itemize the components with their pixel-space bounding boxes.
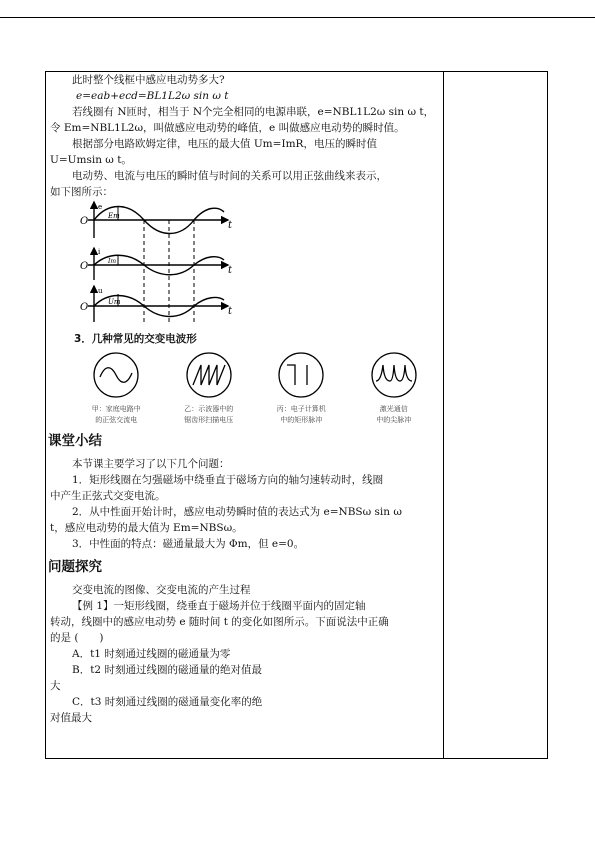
graph-current — [80, 248, 233, 280]
waveform-sawtooth — [163, 351, 256, 426]
lesson-content — [50, 72, 440, 726]
para-figure-intro: 如下图所示： — [50, 186, 113, 198]
waveform-spike-caption1: 激光通信 — [379, 405, 408, 413]
header-rule — [0, 17, 595, 18]
summary-point2b: t，感应电动势的最大值为 Em=NBSω。 — [50, 522, 243, 534]
waveform-pulse-caption2: 中的矩形脉冲 — [280, 416, 323, 424]
question-line: 此时整个线框中感应电动势多大? — [72, 74, 225, 86]
sine-wave-icon — [88, 351, 144, 399]
sawtooth-wave-icon — [181, 351, 237, 399]
graph-emf-peak: Em — [108, 212, 120, 220]
summary-intro: 本节课主要学习了以下几个问题： — [72, 458, 230, 470]
waveform-sawtooth-caption2: 锯齿形扫描电压 — [184, 416, 234, 424]
summary-point1a: 1．矩形线圈在匀强磁场中绕垂直于磁场方向的轴匀速转动时，线圈 — [72, 474, 384, 486]
waveform-examples — [70, 351, 440, 426]
rectangular-pulse-icon — [273, 351, 329, 399]
explore-topic: 交变电流的图像、交变电流的产生过程 — [72, 584, 251, 596]
graph-emf-origin: O — [80, 216, 89, 227]
example1-line3: 的是 ( ) — [50, 632, 104, 644]
graph-emf-ylabel: e — [98, 203, 103, 211]
section-explore-title: 问题探究 — [48, 559, 102, 575]
graph-emf-t: t — [228, 220, 233, 231]
waveform-sine-caption1: 甲：家庭电路中 — [91, 405, 141, 413]
example1-line1: 【例 1】一矩形线圈，绕垂直于磁场并位于线圈平面内的固定轴 — [72, 600, 366, 612]
waveform-spike — [348, 351, 441, 426]
section-summary-title: 课堂小结 — [48, 433, 102, 449]
graph-voltage-ylabel: u — [98, 287, 103, 295]
option-c: C．t3 时刻通过线圈的磁通量变化率的绝 — [72, 696, 263, 708]
waveform-pulse-caption1: 丙：电子计算机 — [276, 405, 326, 413]
waveform-sine — [70, 351, 163, 426]
para-ohm-law: 根据部分电路欧姆定律，电压的最大值 Um=ImR，电压的瞬时值 — [72, 138, 377, 150]
graph-current-t: t — [228, 265, 233, 276]
graph-current-ylabel: i — [98, 248, 101, 256]
graph-voltage-origin: O — [80, 302, 89, 313]
waveform-spike-caption2: 中的尖脉冲 — [376, 416, 412, 424]
spike-pulse-icon — [366, 351, 422, 399]
formula-emf: e=eab+ecd=BL1L2ω sin ω t — [76, 90, 229, 102]
example1-line2: 转动，线圈中的感应电动势 e 随时间 t 的变化如图所示。下面说法中正确 — [50, 616, 389, 628]
column-divider — [443, 71, 444, 759]
waveform-sawtooth-caption1: 乙：示波器中的 — [184, 405, 234, 413]
para-n-turns: 若线圈有 N匝时，相当于 N个完全相同的电源串联，e=NBL1L2ω sin ω t， — [72, 106, 435, 118]
summary-point3: 3．中性面的特点：磁通量最大为 Φm，但 e=0。 — [72, 538, 305, 550]
graph-voltage-t: t — [228, 306, 233, 317]
para-voltage-formula: U=Umsin ω t。 — [50, 154, 132, 166]
option-c-cont: 对值最大 — [50, 712, 92, 724]
graph-voltage — [80, 286, 233, 322]
summary-point2a: 2．从中性面开始计时，感应电动势瞬时值的表达式为 e=NBSω sin ω — [72, 506, 402, 518]
para-sine-relation: 电动势、电流与电压的瞬时值与时间的关系可以用正弦曲线来表示， — [72, 170, 387, 182]
option-b: B．t2 时刻通过线圈的磁通量的绝对值最 — [72, 664, 262, 676]
graph-current-peak: Im — [108, 258, 117, 265]
waveform-pulse — [255, 351, 348, 426]
option-a: A．t1 时刻通过线圈的磁通量为零 — [72, 648, 231, 660]
para-peak-value: 令 Em=NBL1L2ω，叫做感应电动势的峰值，e 叫做感应电动势的瞬时值。 — [50, 122, 405, 134]
waveforms-heading: 3．几种常见的交变电波形 — [74, 333, 197, 345]
sine-graphs-figure — [78, 200, 248, 325]
graph-current-origin: O — [80, 261, 89, 272]
graph-emf — [80, 202, 233, 238]
option-b-cont: 大 — [50, 680, 61, 692]
summary-point1b: 中产生正弦式交变电流。 — [50, 490, 166, 502]
graph-voltage-peak: Um — [108, 298, 121, 306]
waveform-sine-caption2: 的正弦交流电 — [95, 416, 138, 424]
